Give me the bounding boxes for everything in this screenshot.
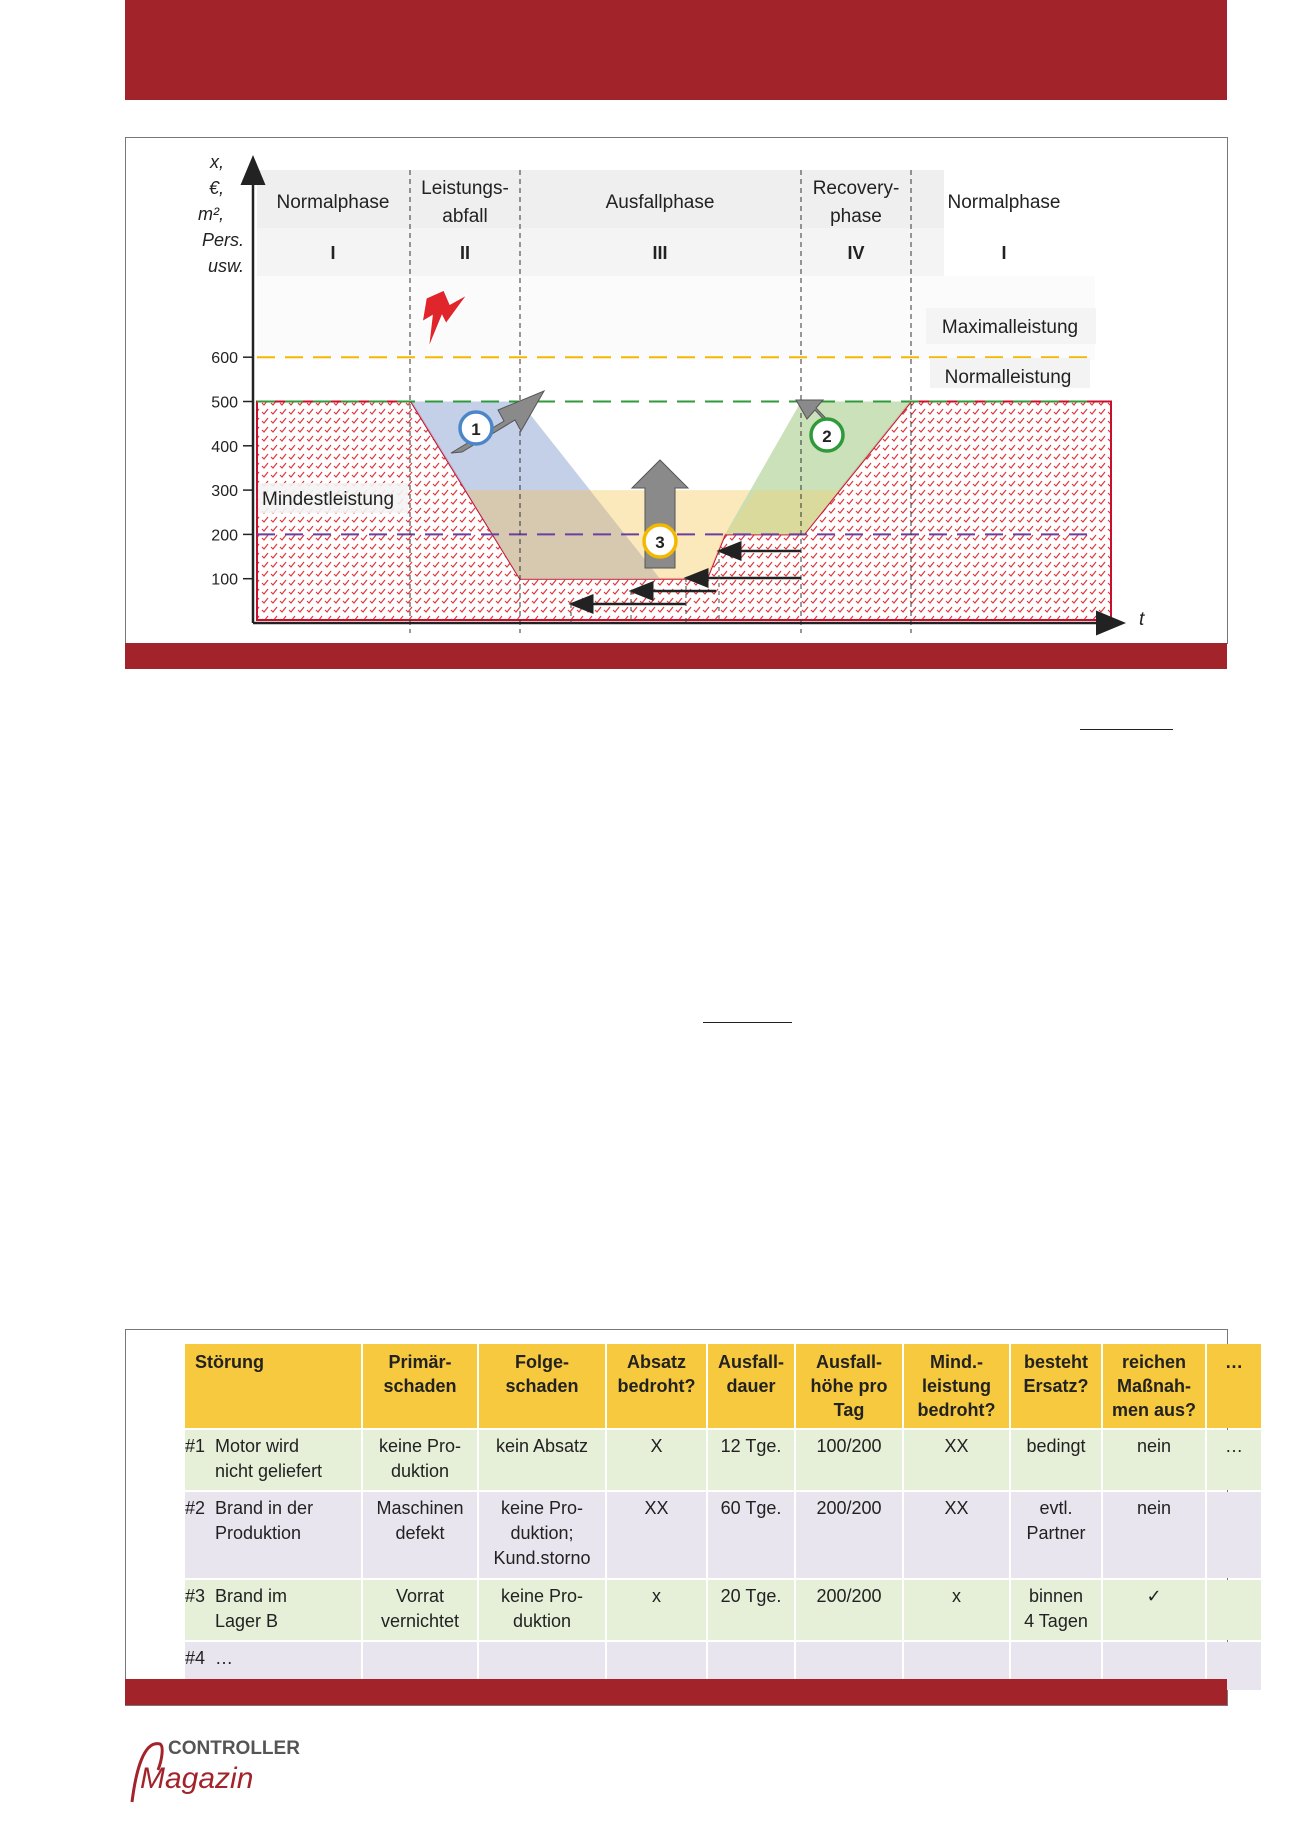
table-cell [607, 1430, 706, 1490]
logo-line2: Magazin [140, 1762, 254, 1795]
table-cell [904, 1430, 1009, 1490]
y-axis-label: €, [208, 178, 224, 198]
header-text: Ausfall- [815, 1352, 882, 1372]
cell-text: Brand in der [215, 1498, 314, 1518]
cell-text: Motor wird [215, 1436, 300, 1456]
y-tick-label: 400 [211, 438, 238, 456]
table-cell [904, 1492, 1009, 1578]
cell-text: Produktion [215, 1523, 302, 1543]
cell-text: x [652, 1586, 661, 1606]
cell-text: keine Pro- [378, 1436, 462, 1456]
table-cell [185, 1492, 361, 1578]
cell-text: XX [944, 1498, 969, 1518]
cell-text: 100/200 [816, 1436, 882, 1456]
cell-text: Maschinen [376, 1498, 464, 1518]
cell-text: duktion [390, 1461, 450, 1481]
table-cell [479, 1580, 605, 1640]
table-cell [1011, 1580, 1101, 1640]
phase-title: Leistungs- [421, 178, 509, 199]
y-tick-label: 300 [211, 483, 238, 501]
header-text: dauer [726, 1376, 776, 1396]
table-cell [1207, 1580, 1261, 1640]
phase-roman: I [330, 243, 336, 263]
cell-text: x [952, 1586, 961, 1606]
cell-text: nicht geliefert [215, 1461, 323, 1481]
min-label: Mindestleistung [262, 489, 395, 510]
cell-text: duktion [512, 1611, 572, 1631]
cell-text: X [650, 1436, 663, 1456]
row-id: #3 [185, 1586, 206, 1606]
max-label: Maximalleistung [941, 317, 1079, 338]
header-text: Folge- [515, 1352, 569, 1372]
phase-roman: III [652, 243, 668, 263]
table-cell [185, 1580, 361, 1640]
header-text: schaden [383, 1376, 457, 1396]
table-header-cell [796, 1344, 902, 1428]
marker-1-label: 1 [471, 420, 481, 439]
cell-text: vernichtet [380, 1611, 460, 1631]
header-text: leistung [921, 1376, 991, 1396]
x-axis-label: t [1139, 609, 1145, 630]
header-text: … [1225, 1352, 1243, 1372]
header-text: Maßnah- [1117, 1376, 1191, 1396]
cell-text: XX [944, 1436, 969, 1456]
cell-text: … [215, 1648, 233, 1668]
table-cell [1103, 1492, 1205, 1578]
header-bar [125, 0, 1227, 100]
cell-text: Vorrat [395, 1586, 445, 1606]
table-cell [1011, 1492, 1101, 1578]
cell-text: keine Pro- [500, 1498, 584, 1518]
table-cell [796, 1430, 902, 1490]
cell-text: bedingt [1026, 1436, 1086, 1456]
table-row [185, 1430, 1261, 1490]
table-header-cell [363, 1344, 477, 1428]
cell-text: … [1225, 1436, 1243, 1456]
row-id: #4 [185, 1648, 206, 1668]
header-text: Mind.- [930, 1352, 983, 1372]
table-row [185, 1492, 1261, 1578]
table-cell [479, 1492, 605, 1578]
y-axis-label: usw. [207, 256, 244, 276]
phase-title: phase [830, 206, 882, 227]
header-text: Absatz [626, 1352, 686, 1372]
header-text: Ersatz? [1023, 1376, 1089, 1396]
table-header-cell [607, 1344, 706, 1428]
table-header-row [185, 1344, 1261, 1428]
table-cell [1207, 1492, 1261, 1578]
y-tick-label: 200 [211, 527, 238, 545]
table-cell [607, 1492, 706, 1578]
header-text: höhe pro [810, 1376, 888, 1396]
controller-magazin-logo [120, 1730, 300, 1810]
rule-line [1080, 729, 1173, 730]
header-text: besteht [1023, 1352, 1088, 1372]
marker-2-label: 2 [822, 427, 832, 446]
cell-text: kein Absatz [495, 1436, 589, 1456]
header-text: bedroht? [917, 1400, 996, 1420]
cell-text: 20 Tge. [720, 1586, 782, 1606]
table-row [185, 1580, 1261, 1640]
table-cell [1207, 1430, 1261, 1490]
y-axis-label: x, [209, 152, 224, 172]
normal-label: Normalleistung [944, 367, 1072, 388]
header-text: reichen [1121, 1352, 1187, 1372]
table-header-cell [1103, 1344, 1205, 1428]
phase-title: abfall [442, 206, 488, 227]
cell-text: Kund.storno [493, 1548, 591, 1568]
cell-text: evtl. [1039, 1498, 1073, 1518]
logo-line1: CONTROLLER [168, 1738, 300, 1759]
header-text: Tag [833, 1400, 865, 1420]
rule-line [703, 1022, 792, 1023]
header-text: schaden [505, 1376, 579, 1396]
cell-text: 200/200 [816, 1498, 882, 1518]
cell-text: 200/200 [816, 1586, 882, 1606]
cell-text: 12 Tge. [720, 1436, 782, 1456]
table-header-cell [708, 1344, 794, 1428]
y-tick-label: 100 [211, 571, 238, 589]
cell-text: Brand im [215, 1586, 288, 1606]
table-cell [708, 1430, 794, 1490]
phase-diagram [126, 138, 1227, 643]
cell-text: nein [1136, 1498, 1172, 1518]
y-axis-label: Pers. [201, 230, 244, 250]
table-header-cell [1207, 1344, 1261, 1428]
table-header-cell [185, 1344, 361, 1428]
table-cell [796, 1492, 902, 1578]
figure-band-2 [125, 1679, 1227, 1705]
header-text: Störung [195, 1352, 264, 1372]
table-cell [904, 1580, 1009, 1640]
y-axis-label: m², [198, 204, 224, 224]
table-cell [363, 1430, 477, 1490]
header-text: bedroht? [617, 1376, 696, 1396]
header-text: men aus? [1111, 1400, 1197, 1420]
header-text: Ausfall- [717, 1352, 784, 1372]
table-cell [708, 1580, 794, 1640]
header-text: Primär- [388, 1352, 452, 1372]
phase-diagram-frame [125, 137, 1228, 644]
marker-3-label: 3 [655, 533, 665, 552]
cell-text: Partner [1026, 1523, 1086, 1543]
cell-text: XX [644, 1498, 669, 1518]
phase-roman: II [459, 243, 471, 263]
table-cell [607, 1580, 706, 1640]
cell-text: 4 Tagen [1024, 1611, 1088, 1631]
cell-text: defekt [395, 1523, 445, 1543]
cell-text: duktion; [510, 1523, 574, 1543]
cell-text: ✓ [1146, 1586, 1162, 1606]
table-header-cell [479, 1344, 605, 1428]
table-cell [1103, 1580, 1205, 1640]
table-cell [479, 1430, 605, 1490]
y-tick-label: 600 [211, 350, 238, 368]
table-cell [796, 1580, 902, 1640]
table-header-cell [1011, 1344, 1101, 1428]
table-cell [1103, 1430, 1205, 1490]
phase-title: Recovery- [812, 178, 900, 199]
phase-title: Ausfallphase [605, 192, 715, 213]
table-header-cell [904, 1344, 1009, 1428]
cell-text: Lager B [215, 1611, 279, 1631]
cell-text: keine Pro- [500, 1586, 584, 1606]
risk-table [183, 1342, 1263, 1692]
phase-roman: I [1001, 243, 1007, 263]
phase-title: Normalphase [947, 192, 1061, 213]
table-cell [363, 1580, 477, 1640]
table-cell [1011, 1430, 1101, 1490]
table-cell [363, 1492, 477, 1578]
row-id: #2 [185, 1498, 206, 1518]
figure-band-1 [125, 643, 1227, 669]
phase-roman: IV [847, 243, 865, 263]
cell-text: binnen [1028, 1586, 1084, 1606]
cell-text: nein [1136, 1436, 1172, 1456]
table-cell [185, 1430, 361, 1490]
cell-text: 60 Tge. [720, 1498, 782, 1518]
row-id: #1 [185, 1436, 206, 1456]
table-cell [708, 1492, 794, 1578]
y-tick-label: 500 [211, 394, 238, 412]
phase-title: Normalphase [276, 192, 390, 213]
